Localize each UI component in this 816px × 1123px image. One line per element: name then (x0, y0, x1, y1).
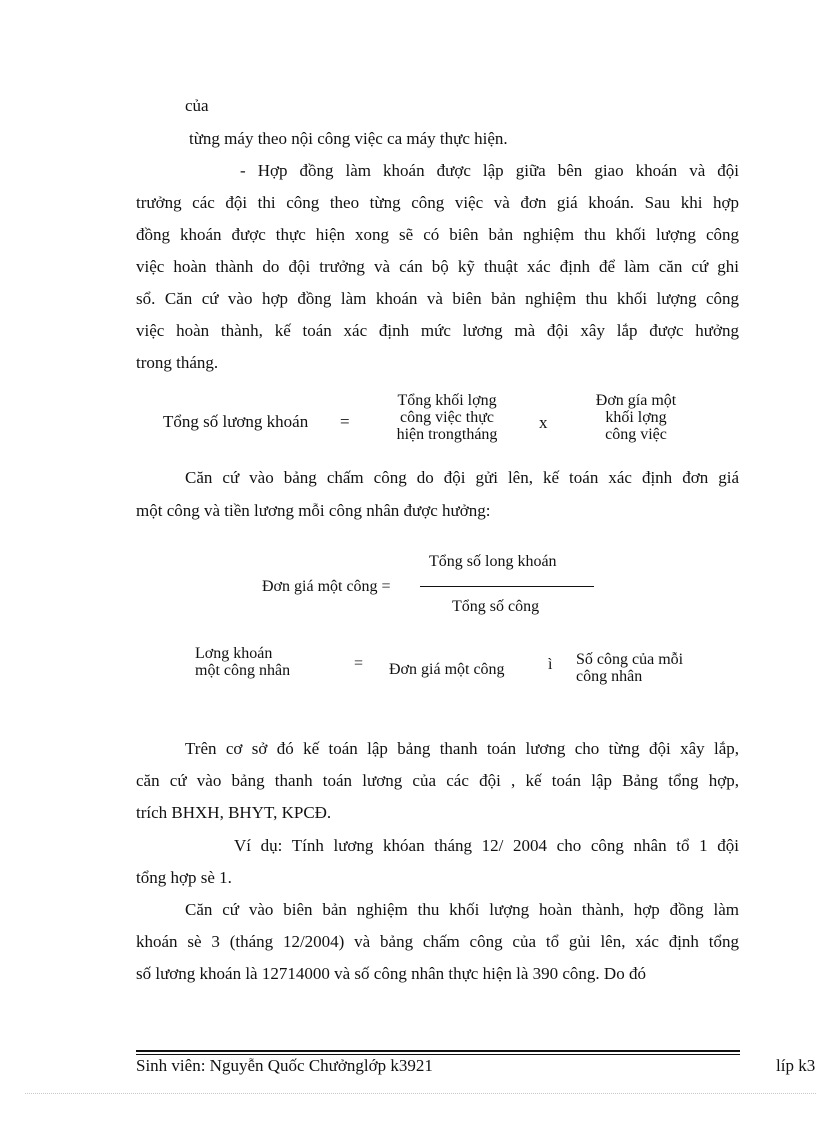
text-line: tổng hợp sè 1. (136, 868, 232, 887)
text-line: căn cứ vào bảng thanh toán lương của các đội , kế toán lập Bảng tổng hợp, (136, 771, 739, 790)
formula3-equals: = (354, 655, 364, 672)
formula1-term1-line: Tổng khối lợng (397, 392, 497, 409)
page-edge-dotted-line (25, 1093, 816, 1094)
text-line: trưởng các đội thi công theo từng công việc và đơn giá khoán. Sau khi hợp (136, 193, 739, 212)
formula3-rhs-line: Số công của mỗi (576, 651, 684, 668)
footer-rule-thick (136, 1050, 740, 1052)
text-line: Căn cứ vào bảng chấm công do đội gửi lên, kế toán xác định đơn giá (185, 468, 739, 487)
line-tung-may: từng máy theo nội công việc ca máy thực hiện. (189, 129, 508, 148)
text-line: Căn cứ vào biên bản nghiệm thu khối lượng hoàn thành, hợp đồng làm (185, 900, 739, 919)
formula1-term2-line: Đơn gía một (595, 392, 677, 409)
formula1-term1-line: hiện trongtháng (396, 426, 498, 443)
formula1-times: x (539, 413, 548, 432)
text-line: một công và tiền lương mỗi công nhân được hưởng: (136, 501, 491, 520)
text-line: việc hoàn thành, kế toán xác định mức lương mà đội xây lắp được hưởng (136, 321, 739, 340)
text-line: khoán sè 3 (tháng 12/2004) và bảng chấm công của tổ gủi lên, xác định tổng (136, 932, 739, 951)
formula2-denominator: Tổng số công (452, 598, 540, 615)
line-cua: của (185, 96, 209, 115)
footer-student-info: Sinh viên: Nguyễn Quốc Chưởnglớp k3921 (136, 1056, 433, 1075)
fraction-bar (420, 586, 594, 587)
text-line: sổ. Căn cứ vào hợp đồng làm khoán và biên bản nghiệm thu khối lượng công (136, 289, 739, 308)
formula3-operator: ì (548, 656, 553, 673)
text-line: Trên cơ sở đó kế toán lập bảng thanh toán lương cho từng đội xây lắp, (185, 739, 739, 758)
formula1-equals: = (340, 412, 350, 431)
formula1-term2-line: khối lợng (605, 409, 667, 426)
text-line: Ví dụ: Tính lương khóan tháng 12/ 2004 cho công nhân tổ 1 đội (234, 836, 739, 855)
text-line: trích BHXH, BHYT, KPCĐ. (136, 803, 332, 822)
formula2-numerator: Tổng số long khoán (429, 553, 557, 570)
formula3-middle: Đơn giá một công (389, 661, 505, 678)
formula1-term2-line: công việc (605, 426, 667, 443)
text-line: trong tháng. (136, 353, 219, 372)
text-line: đồng khoán được thực hiện xong sẽ có biên bản nghiệm thu khối lượng công (136, 225, 739, 244)
formula1-term1-line: công việc thực (400, 409, 494, 426)
formula1-lhs: Tổng số lương khoán (163, 412, 309, 431)
formula3-lhs-line: một công nhân (195, 662, 291, 679)
text-line: việc hoàn thành do đội trưởng và cán bộ kỹ thuật xác định để làm căn cứ ghi (136, 257, 739, 276)
formula2-lhs: Đơn giá một công = (262, 578, 391, 595)
formula3-lhs-line: Lơng khoán (195, 645, 273, 662)
footer-class-label: líp k3 (776, 1056, 816, 1075)
text-line: - Hợp đồng làm khoán được lập giữa bên giao khoán và đội (240, 161, 739, 180)
text-line: số lương khoán là 12714000 và số công nhân thực hiện là 390 công. Do đó (136, 964, 646, 983)
formula3-rhs-line: công nhân (576, 668, 643, 685)
